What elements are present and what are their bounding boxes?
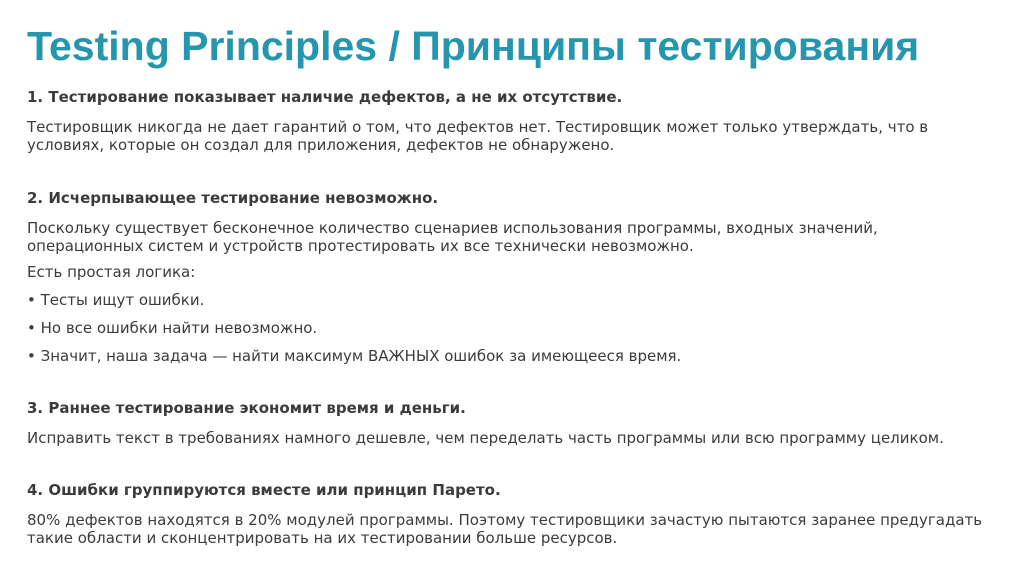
principle-3 [27,399,1017,447]
bullet-item: • Значит, наша задача — найти максимум ВАЖНЫХ ошибок за имеющееся время. [27,347,682,365]
principle-3-heading: 3. Раннее тестирование экономит время и деньги. [27,399,466,417]
principle-2-logic-intro: Есть простая логика: [27,263,196,281]
slide-title: Testing Principles / Принципы тестирования [27,23,920,69]
principle-3-line-1: Исправить текст в требованиях намного дешевле, чем переделать часть программы или всю программу целиком. [27,429,944,447]
principle-2-line-2: операционных систем и устройств протестировать их все технически невозможно. [27,237,694,255]
principle-2 [27,189,1017,365]
principle-1 [27,88,1017,154]
bullet-item: • Тесты ищут ошибки. [27,291,205,309]
principle-4 [27,481,1017,547]
principle-4-line-2: такие области и сконцентрировать на их тестировании больше ресурсов. [27,529,618,547]
principle-1-line-2: условиях, которые он создал для приложения, дефектов не обнаружено. [27,136,615,154]
principle-1-line-1: Тестировщик никогда не дает гарантий о том, что дефектов нет. Тестировщик может только утверждать, что в [27,118,929,136]
principle-2-heading: 2. Исчерпывающее тестирование невозможно. [27,189,439,207]
principle-4-heading: 4. Ошибки группируются вместе или принцип Парето. [27,481,501,499]
bullet-item: • Но все ошибки найти невозможно. [27,319,318,337]
slide-content [27,88,1017,547]
principle-2-line-1: Поскольку существует бесконечное количество сценариев использования программы, входных значений, [27,219,878,237]
principle-4-line-1: 80% дефектов находятся в 20% модулей программы. Поэтому тестировщики зачастую пытаются заранее предугадать [27,511,983,529]
principle-1-heading: 1. Тестирование показывает наличие дефектов, а не их отсутствие. [27,88,623,106]
